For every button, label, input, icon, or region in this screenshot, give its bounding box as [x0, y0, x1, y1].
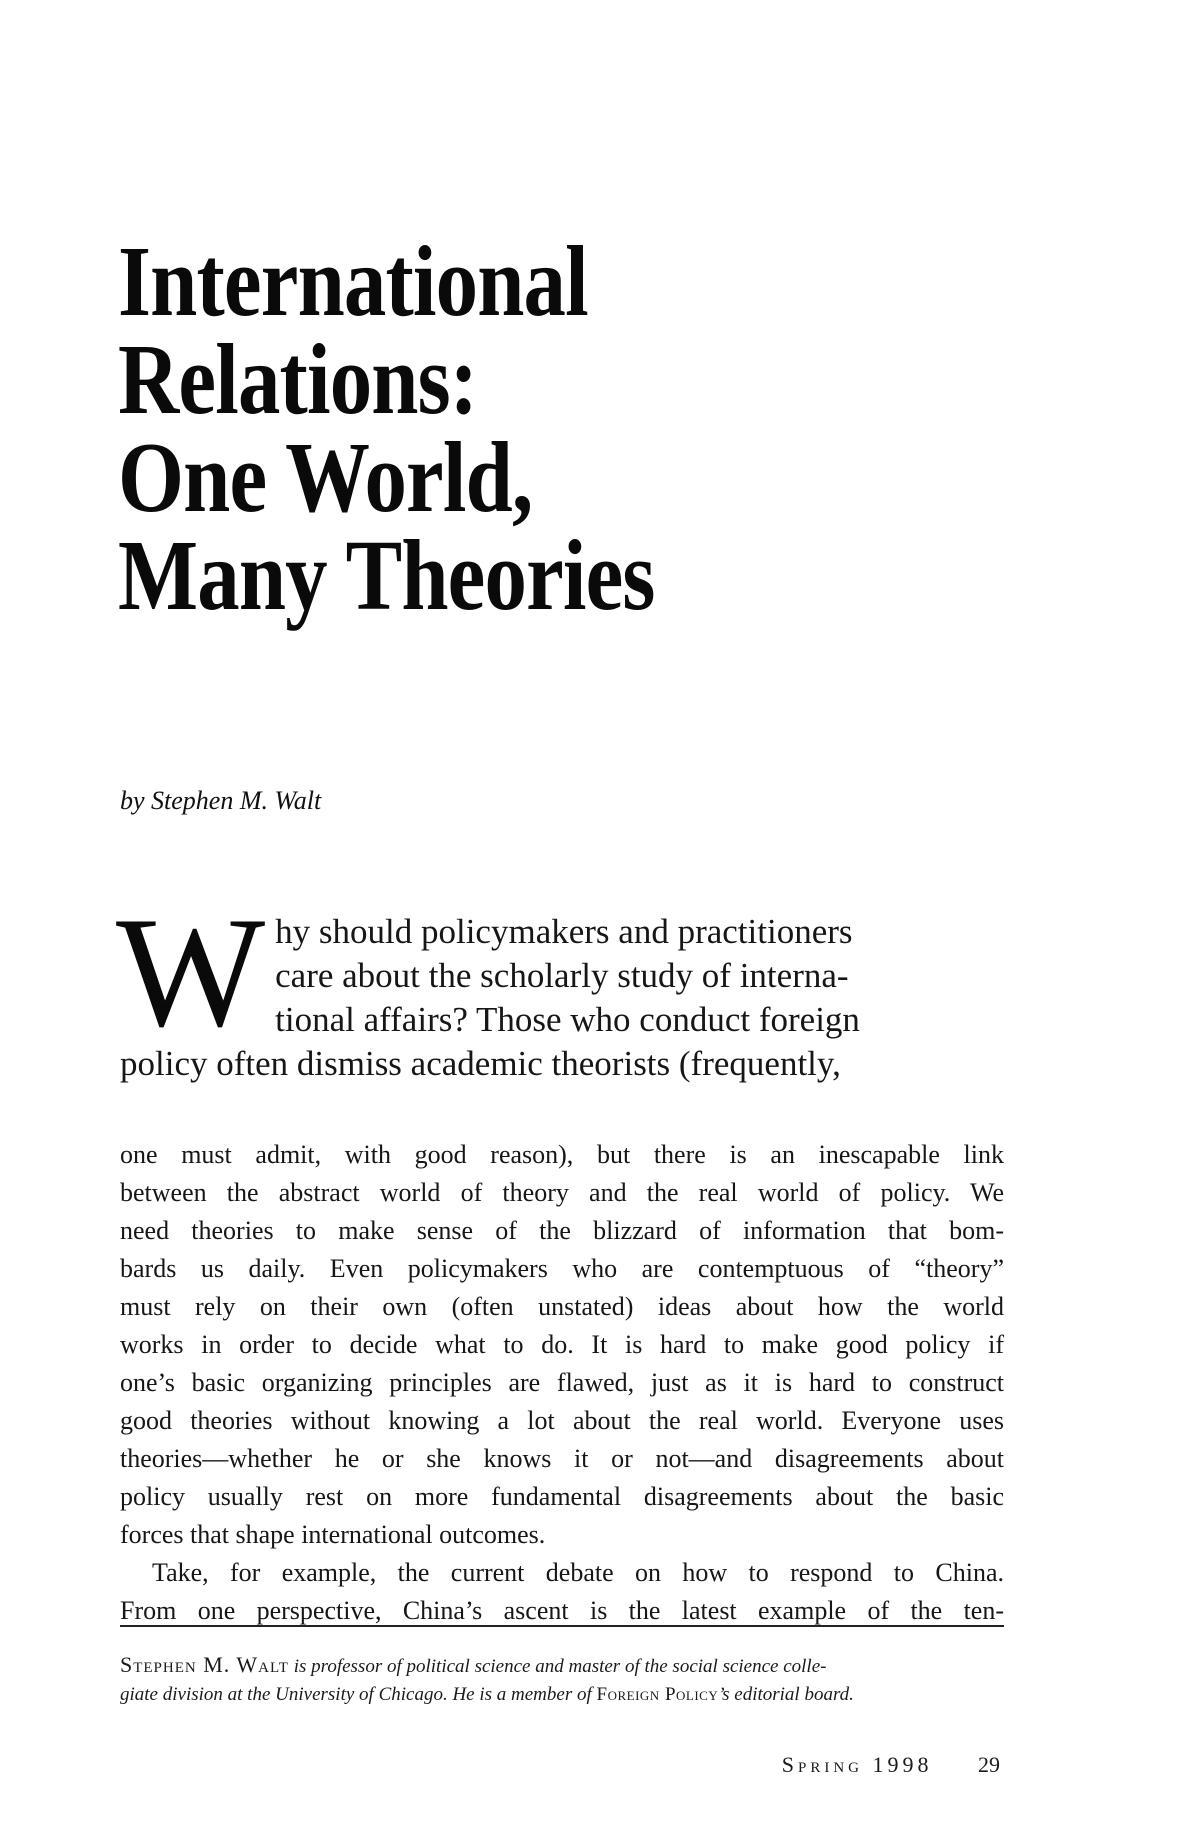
title-line: Many Theories: [118, 519, 655, 631]
body-line: works in order to decide what to do. It is hard to make good policy if: [120, 1330, 1004, 1359]
article-title: [118, 225, 874, 631]
lead-line: hy should policymakers and practitioners: [275, 912, 853, 951]
footnote-journal-name: Foreign Policy: [596, 1684, 719, 1705]
body-line: good theories without knowing a lot about the real world. Everyone uses: [120, 1406, 1004, 1435]
body-line: between the abstract world of theory and the real world of policy. We: [120, 1178, 1004, 1207]
body-line: one’s basic organizing principles are flawed, just as it is hard to construct: [120, 1368, 1004, 1397]
issue-date: Spring 1998: [781, 1752, 933, 1777]
body-line: need theories to make sense of the blizzard of information that bom-: [120, 1216, 1004, 1245]
drop-cap: W: [116, 885, 266, 1060]
page-number: 29: [978, 1752, 1000, 1777]
lead-line: tional affairs? Those who conduct foreign: [275, 1000, 860, 1039]
title-line: International: [118, 225, 588, 337]
author-footnote: [120, 1651, 1004, 1709]
title-line: One World,: [118, 421, 533, 533]
footnote-line: [120, 1651, 1004, 1681]
body-line: must rely on their own (often unstated) ideas about how the world: [120, 1292, 1004, 1321]
lead-line: care about the scholarly study of interna-: [275, 956, 849, 995]
body-line: theories—whether he or she knows it or not—and disagreements about: [120, 1444, 1004, 1473]
body-line: policy usually rest on more fundamental disagreements about the basic: [120, 1482, 1004, 1511]
lead-paragraph: [116, 885, 1004, 1086]
body-line: one must admit, with good reason), but there is an inescapable link: [120, 1140, 1004, 1169]
body-line: bards us daily. Even policymakers who are contemptuous of “theory”: [120, 1254, 1004, 1283]
footnote-description: ’s editorial board.: [718, 1684, 854, 1705]
body-line: From one perspective, China’s ascent is the latest example of the ten-: [120, 1596, 1004, 1625]
footnote-divider: [120, 1625, 1004, 1627]
footnote-description: giate division at the University of Chicago. He is a member of: [120, 1684, 597, 1705]
byline: by Stephen M. Walt: [120, 786, 322, 815]
body-text: [120, 1136, 1004, 1630]
footnote-line: [120, 1681, 1004, 1709]
footnote-description: is professor of political science and master of the social science colle-: [288, 1656, 827, 1677]
lead-line: policy often dismiss academic theorists (frequently,: [120, 1044, 841, 1083]
body-line: forces that shape international outcomes.: [120, 1520, 546, 1549]
page-footer: [782, 1752, 1000, 1778]
body-line: Take, for example, the current debate on how to respond to China.: [152, 1558, 1004, 1587]
title-line: Relations:: [118, 323, 478, 435]
footnote-author-name: Stephen M. Walt: [120, 1652, 289, 1677]
